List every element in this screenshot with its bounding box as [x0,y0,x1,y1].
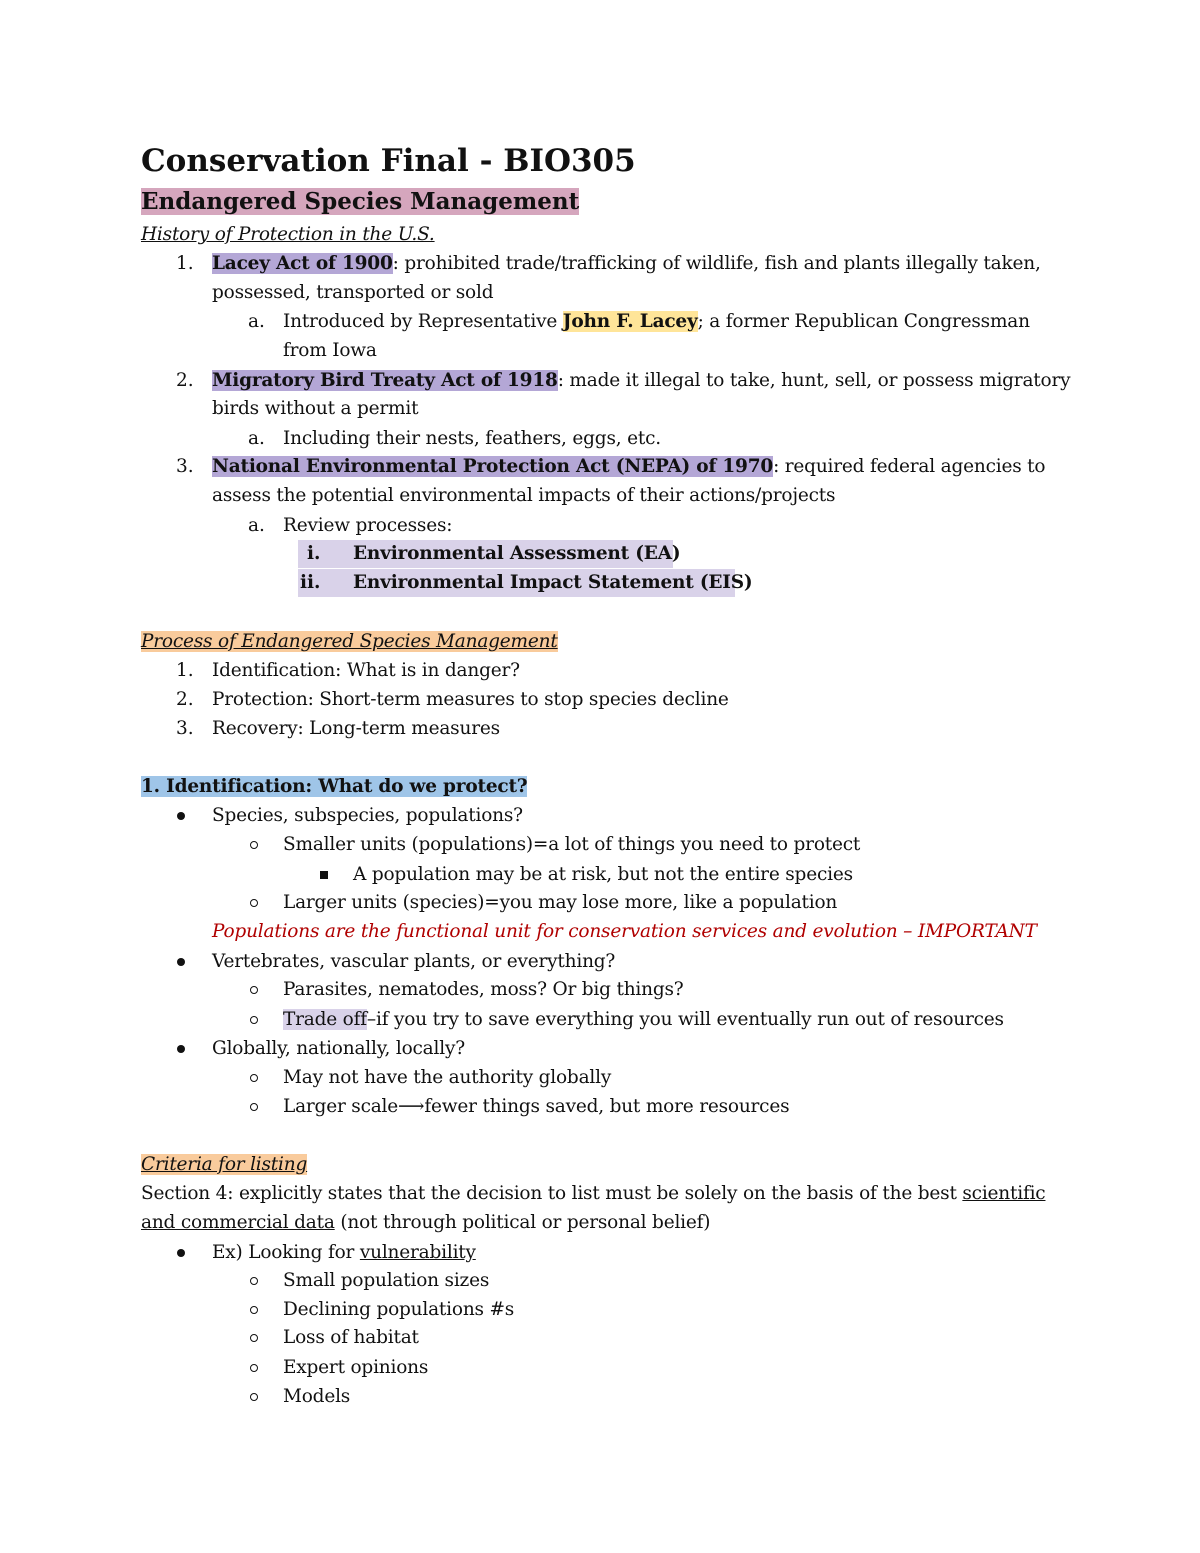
criteria-item: Small population sizes [283,1270,490,1291]
bullet-disc [177,958,185,966]
nepa-desc: : required federal agencies to [773,456,1046,477]
criteria-item: Models [283,1386,351,1407]
sub-item-text: Introduced by Representative [283,311,563,332]
process-item-identification: Identification: What is in danger? [212,660,520,681]
bullet-circle [250,1103,258,1111]
section-4-line [141,1179,1045,1208]
bullet-circle [250,1306,258,1314]
list-number: 3. [176,718,194,739]
identification-heading-text: 1. Identification: What do we protect? [141,776,528,797]
bullet-population-risk: A population may be at risk, but not the entire species [353,864,853,885]
bullet-trade-off [283,1005,1004,1034]
identification-heading [141,772,527,801]
bullet-circle [250,1393,258,1401]
bullet-larger-scale: Larger scale⟶fewer things saved, but more resources [283,1096,790,1117]
commercial-data-underlined: and commercial data [141,1212,335,1233]
list-number: 2. [176,370,194,391]
criteria-heading-text: Criteria for listing [141,1154,308,1175]
bullet-square [320,871,328,879]
scientific-underlined: scientific [962,1183,1046,1204]
criteria-item: Expert opinions [283,1357,429,1378]
john-lacey-highlight: John F. Lacey [562,311,698,332]
process-heading-text: Process of Endangered Species Management [141,631,558,652]
list-number: 3. [176,456,194,477]
bullet-circle [250,1334,258,1342]
environmental-impact-statement: Environmental Impact Statement (EIS) [353,572,753,593]
process-item-protection: Protection: Short-term measures to stop species decline [212,689,729,710]
bullet-vertebrates: Vertebrates, vascular plants, or everything? [212,951,616,972]
bullet-species: Species, subspecies, populations? [212,805,523,826]
list-item-continuation: birds without a permit [212,398,419,419]
sub-item-text: ; a former Republican Congressman [697,311,1030,332]
sub-list-marker: a. [248,428,265,449]
bullet-disc [177,1249,185,1257]
criteria-item: Loss of habitat [283,1327,419,1348]
sub-list-marker: a. [248,311,265,332]
bullet-circle [250,1364,258,1372]
migratory-bird-desc: : made it illegal to take, hunt, sell, or possess migratory [557,370,1071,391]
important-note: Populations are the functional unit for conservation services and evolution – IMPORTANT [212,921,1037,942]
sub-item-continuation: from Iowa [283,340,377,361]
list-item-lacey-act [212,249,1041,278]
sub-item-introduced [283,307,1030,336]
bullet-circle [250,986,258,994]
list-number: 1. [176,253,194,274]
trade-off-text: –if you try to save everything you will eventually run out of resources [366,1009,1004,1030]
roman-marker: ii. [300,572,321,593]
environmental-assessment: Environmental Assessment (EA) [353,543,681,564]
bullet-authority: May not have the authority globally [283,1067,612,1088]
section-4-text: (not through political or personal belief) [334,1212,711,1233]
process-heading [141,627,558,656]
section-4-text: Section 4: explicitly states that the decision to list must be solely on the basis of the best [141,1183,963,1204]
lacey-act-name: Lacey Act of 1900 [212,253,393,274]
list-number: 2. [176,689,194,710]
list-number: 1. [176,660,194,681]
list-item-migratory-bird [212,366,1070,395]
list-item-continuation: assess the potential environmental impacts of their actions/projects [212,485,836,506]
bullet-circle [250,1277,258,1285]
sub-item-review: Review processes: [283,515,453,536]
nepa-name: National Environmental Protection Act (NEPA) of 1970 [212,456,774,477]
lacey-act-desc: : prohibited trade/trafficking of wildlife, fish and plants illegally taken, [392,253,1041,274]
bullet-disc [177,1045,185,1053]
criteria-heading [141,1150,307,1179]
sub-list-marker: a. [248,515,265,536]
criteria-item: Declining populations #s [283,1299,515,1320]
bullet-disc [177,812,185,820]
section-heading-text: Endangered Species Management [141,188,580,215]
sub-item-nests: Including their nests, feathers, eggs, etc. [283,428,661,449]
bullet-circle [250,1074,258,1082]
bullet-parasites: Parasites, nematodes, moss? Or big things? [283,979,684,1000]
process-item-recovery: Recovery: Long-term measures [212,718,500,739]
bullet-circle [250,1016,258,1024]
bullet-circle [250,841,258,849]
migratory-bird-act-name: Migratory Bird Treaty Act of 1918 [212,370,558,391]
bullet-larger-units: Larger units (species)=you may lose more, like a population [283,892,838,913]
bullet-smaller-units: Smaller units (populations)=a lot of things you need to protect [283,834,861,855]
roman-marker: i. [307,543,321,564]
trade-off-highlight: Trade off [283,1009,367,1030]
history-heading: History of Protection in the U.S. [141,224,435,245]
list-item-nepa [212,452,1045,481]
vulnerability-underlined: vulnerability [359,1242,476,1263]
bullet-circle [250,899,258,907]
bullet-vulnerability [212,1238,476,1267]
list-item-continuation: possessed, transported or sold [212,282,494,303]
document-title: Conservation Final - BIO305 [141,143,636,179]
vulnerability-text: Ex) Looking for [212,1242,360,1263]
section-heading [141,186,579,218]
bullet-globally: Globally, nationally, locally? [212,1038,465,1059]
section-4-continuation [141,1208,710,1237]
